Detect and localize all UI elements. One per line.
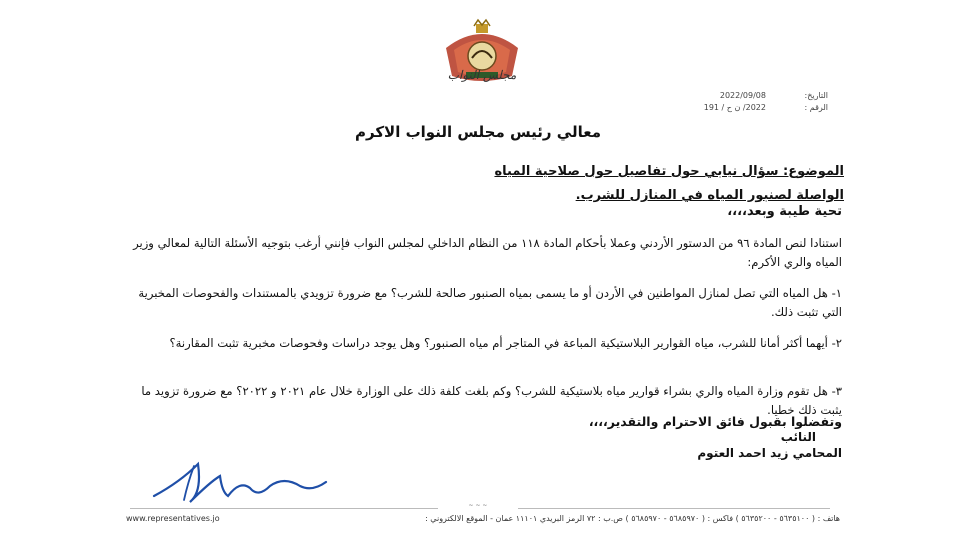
question-2: ٢- أيهما أكثر أمانا للشرب، مياه القوارير البلاستيكية المباعة في المتاجر أم مياه الصنبور؟ وهل يوجد دراسات وفحوصات مخبرية تثبت المقارنة؟ bbox=[169, 336, 842, 350]
reference-field bbox=[704, 103, 828, 112]
footer-ornament: ~ ~ ~ bbox=[438, 502, 518, 510]
footer-website-link[interactable]: www.representatives.jo bbox=[126, 514, 220, 523]
footer-contact bbox=[126, 514, 840, 523]
question-1: ١- هل المياه التي تصل لمنازل المواطنين في الأردن أو ما يسمى بمياه الصنبور صالحة للشرب؟ مع ضرورة تزويدي بالمستندات والفحوصات المخبرية التي تثبت ذلك. bbox=[138, 286, 842, 319]
date-label: التاريخ: bbox=[804, 91, 828, 100]
subject-block bbox=[244, 160, 844, 208]
closing-line: وتفضلوا بقبول فائق الاحترام والتقدير،،،، bbox=[588, 414, 842, 429]
reference-value: 2022/ ن ح / 191 bbox=[703, 103, 766, 112]
subject-line-2: الواصلة لصنبور المياه في المنازل للشرب. bbox=[575, 188, 844, 203]
institution-name: مجلس النواب bbox=[447, 68, 517, 82]
date-value: 2022/09/08 bbox=[719, 91, 766, 100]
intro-paragraph: استنادا لنص المادة ٩٦ من الدستور الأردني وعملا بأحكام المادة ١١٨ من النظام الداخلي لمجلس النواب فإنني أرغب بتوجيه الأسئلة التالية لمعالي وزير المياه والري الأكرم: bbox=[133, 236, 842, 269]
recipient-heading: معالي رئيس مجلس النواب الاكرم bbox=[355, 123, 601, 141]
handwritten-signature bbox=[150, 452, 330, 508]
question-3: ٣- هل تقوم وزارة المياه والري بشراء قوارير مياه بلاستيكية للشرب؟ وكم بلغت كلفة ذلك على الوزارة خلال عام ٢٠٢١ و ٢٠٢٢؟ مع ضرورة تزويد ما يثبت ذلك خطيا. bbox=[141, 384, 842, 417]
date-field bbox=[720, 91, 828, 100]
signatory-name: المحامي زيد احمد العتوم bbox=[697, 446, 842, 460]
subject-line-1: الموضوع: سؤال نيابي حول تفاصيل حول صلاحية المياه bbox=[494, 164, 844, 179]
greeting: تحية طيبة وبعد،،،، bbox=[727, 204, 842, 219]
signatory-title: النائب bbox=[780, 430, 816, 444]
reference-label: الرقم : bbox=[804, 103, 828, 112]
footer-contact-text: هاتف : ( ٥٦٣٥١٠٠ - ٥٦٣٥٢٠٠ ) فاكس : ( ٥٦٨٥٩٧٠ - ٥٦٨٥٩٧٠ ) ص.ب : ٧٢ الرمز البريدي ١١١٠١ عمان - الموقع الالكتروني : bbox=[425, 514, 840, 523]
